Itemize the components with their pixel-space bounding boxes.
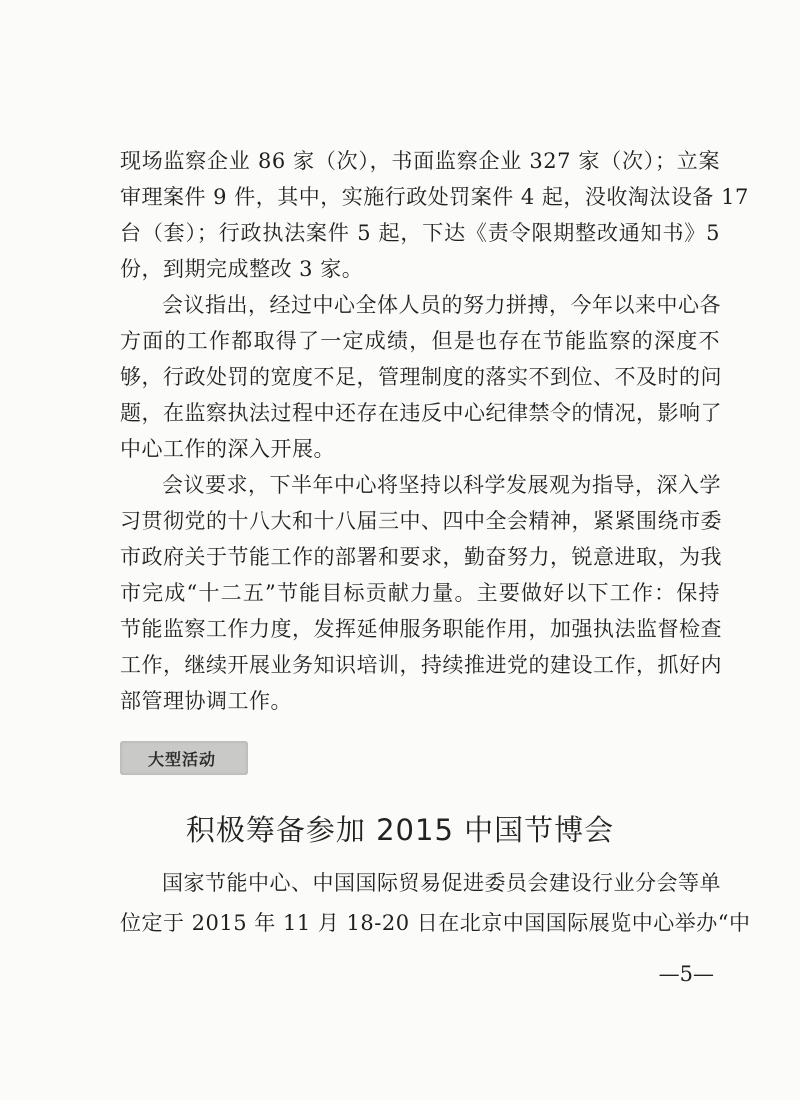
text-line: 工作，继续开展业务知识培训，持续推进党的建设工作，抓好内 — [120, 653, 722, 677]
section-tag — [120, 741, 248, 775]
text-line: 位定于 2015 年 11 月 18-20 日在北京中国国际展览中心举办“中 — [120, 911, 751, 935]
text-line: 台（套）；行政执法案件 5 起，下达《责令限期整改通知书》5 — [120, 221, 720, 245]
text-line: 部管理协调工作。 — [120, 689, 292, 713]
body-text — [120, 143, 749, 719]
text-line: 习贯彻党的十八大和十八届三中、四中全会精神，紧紧围绕市委 — [120, 509, 722, 533]
text-line: 节能监察工作力度，发挥延伸服务职能作用，加强执法监督检查 — [120, 617, 722, 641]
text-line: 方面的工作都取得了一定成绩，但是也存在节能监察的深度不 — [120, 329, 720, 353]
text-line: 市完成“十二五”节能目标贡献力量。主要做好以下工作：保持 — [120, 581, 720, 605]
text-line: 够，行政处罚的宽度不足，管理制度的落实不到位、不及时的问 — [120, 365, 722, 389]
text-line: 审理案件 9 件，其中，实施行政处罚案件 4 起，没收淘汰设备 17 — [120, 185, 749, 209]
section-tag-label: 大型活动 — [148, 750, 217, 769]
paragraph-inspection-stats — [120, 143, 749, 287]
text-line: 现场监察企业 86 家（次），书面监察企业 327 家（次）；立案 — [120, 149, 720, 173]
text-line: 会议指出，经过中心全体人员的努力拼搏，今年以来中心各 — [162, 293, 721, 317]
text-line: 份，到期完成整改 3 家。 — [120, 257, 364, 281]
text-line: 市政府关于节能工作的部署和要求，勤奋努力，锐意进取，为我 — [120, 545, 722, 569]
text-line: 国家节能中心、中国国际贸易促进委员会建设行业分会等单 — [162, 871, 721, 895]
paragraph-meeting-requirements — [120, 467, 720, 719]
text-line: 会议要求，下半年中心将坚持以科学发展观为指导，深入学 — [162, 473, 721, 497]
paragraph-meeting-notes — [120, 287, 720, 467]
page-number: —5— — [658, 962, 714, 986]
article-body — [120, 863, 751, 943]
text-line: 题，在监察执法过程中还存在违反中心纪律禁令的情况，影响了 — [120, 401, 722, 425]
text-line: 中心工作的深入开展。 — [120, 437, 335, 461]
article-title: 积极筹备参加 2015 中国节博会 — [185, 813, 615, 847]
